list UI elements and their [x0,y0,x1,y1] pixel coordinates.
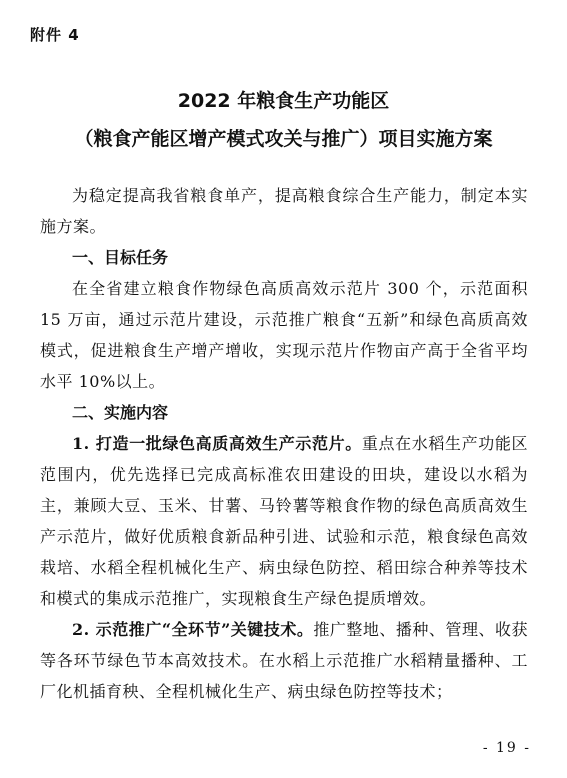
item1-title: 1. 打造一批绿色高质高效生产示范片。 [72,434,362,453]
item1-text: 重点在水稻生产功能区范围内，优先选择已完成高标准农田建设的田块，建设以水稻为主，兼顾大豆、玉米、甘薯、马铃薯等粮食作物的绿色高质高效生产示范片，做好优质粮食新品种引进、试验和示范，粮食绿色高效栽培、水稻全程机械化生产、病虫绿色防控、稻田综合种养等技术和模式的集成示范推广，实现粮食生产绿色提质增效。 [40,434,528,608]
page-number: - 19 - [482,740,531,756]
goals-paragraph: 在全省建立粮食作物绿色高质高效示范片 300 个，示范面积 15 万亩，通过示范片建设，示范推广粮食“五新”和绿色高质高效模式，促进粮食生产增产增收，实现示范片作物亩产高于全省平均水平 10%以上。 [40,279,528,391]
page-title: 2022 年粮食生产功能区 [177,90,390,112]
item2-title: 2. 示范推广“全环节”关键技术。 [72,620,314,639]
intro-paragraph: 为稳定提高我省粮食单产，提高粮食综合生产能力，制定本实施方案。 [40,186,528,236]
section-heading-goals: 一、目标任务 [72,248,169,267]
section-heading-content: 二、实施内容 [72,403,169,422]
attachment-label: 附件 4 [30,26,80,44]
item2-paragraph [40,614,528,707]
item2-text: 推广整地、播种、管理、收获等各环节绿色节本高效技术。在水稻上示范推广水稻精量播种、工厂化机插育秧、全程机械化生产、病虫绿色防控等技术； [40,620,528,701]
item1-paragraph [40,428,528,614]
page-subtitle: （粮食产能区增产模式攻关与推广）项目实施方案 [74,128,493,150]
document-body [40,180,528,707]
